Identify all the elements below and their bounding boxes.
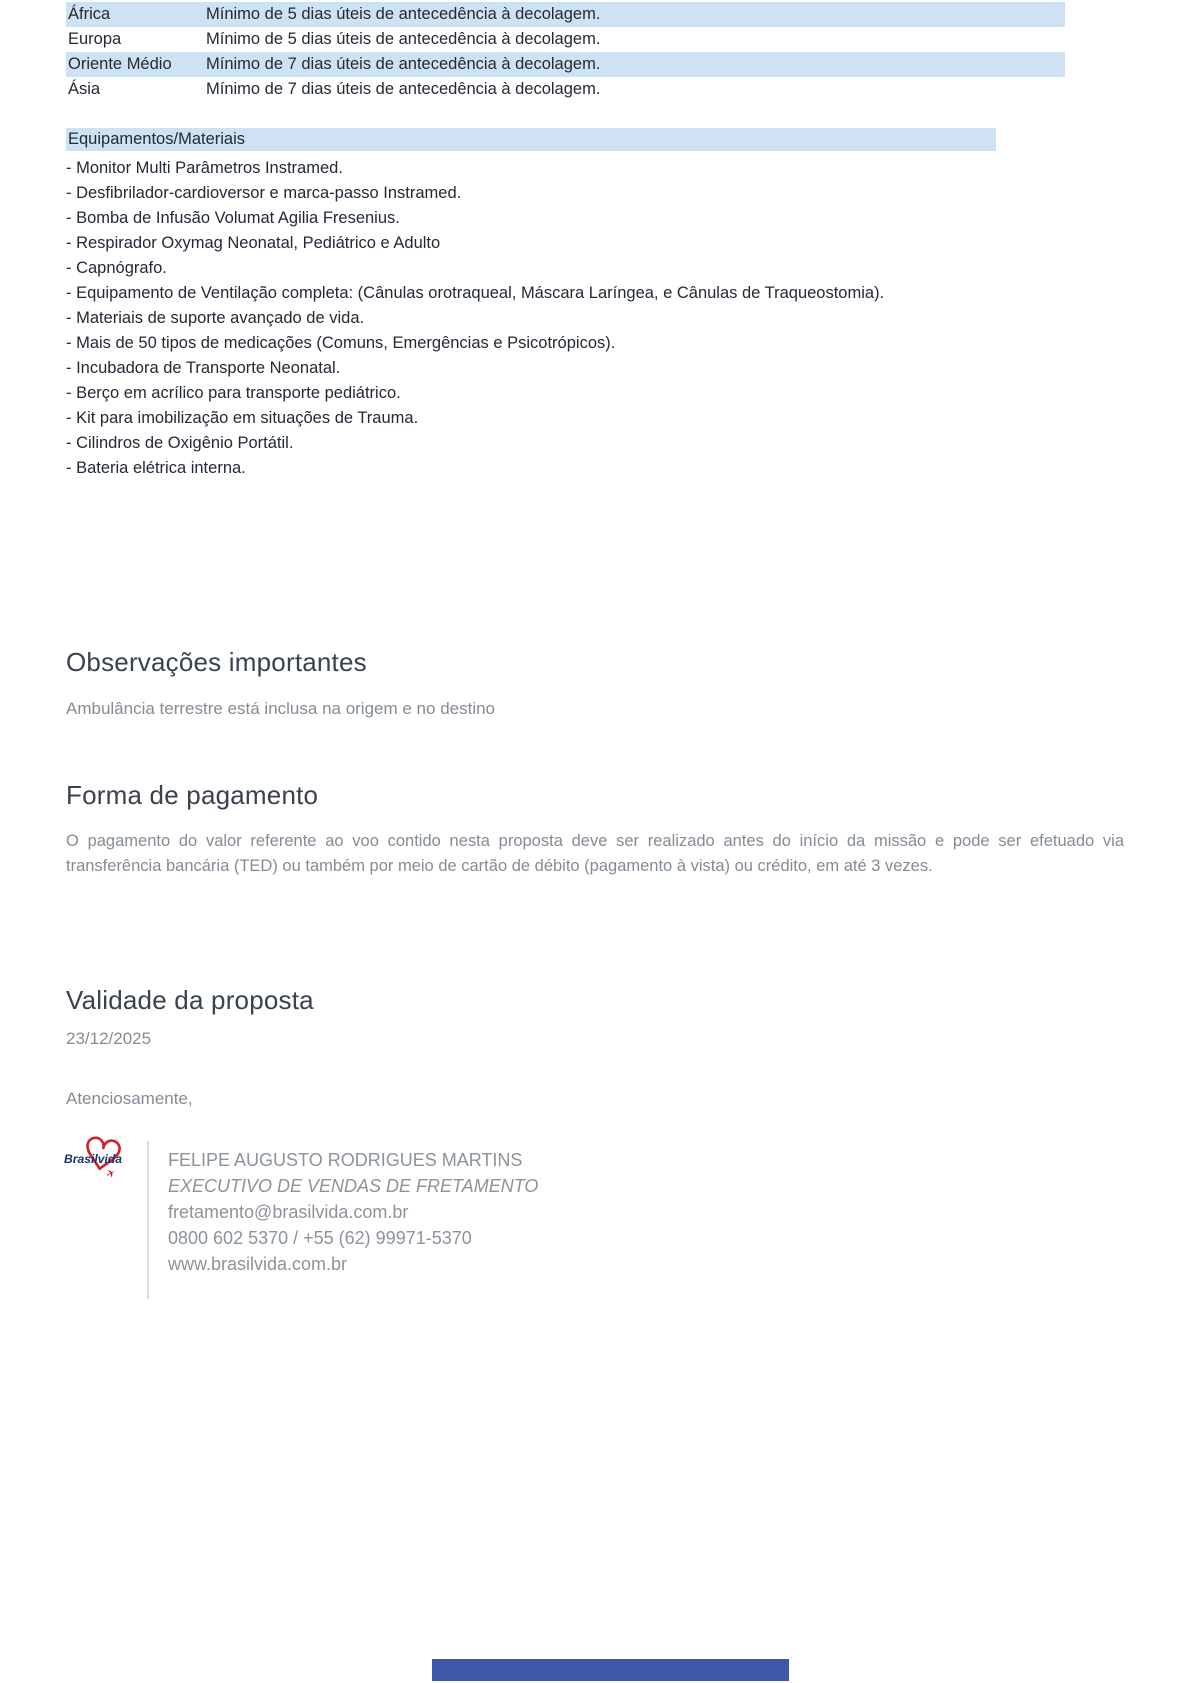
list-item: - Bateria elétrica interna. [66,459,246,477]
list-item: - Berço em acrílico para transporte pediátrico. [66,384,401,402]
region-cell: Oriente Médio [68,55,172,73]
list-item: - Bomba de Infusão Volumat Agilia Fresenius. [66,209,400,227]
region-cell: Ásia [68,80,101,98]
table-row [66,27,1065,52]
logo-wordmark: Brasilvida [64,1154,123,1166]
section-title-observations: Observações importantes [66,647,367,677]
airplane-icon: ✈ [104,1166,119,1182]
list-item: - Mais de 50 tipos de medicações (Comuns, Emergências e Psicotrópicos). [66,334,616,352]
list-item: - Kit para imobilização em situações de Trauma. [66,409,419,427]
lead-time-table [66,2,1065,102]
equipment-list [66,156,884,481]
brasilvida-logo [62,1136,128,1192]
list-item: - Monitor Multi Parâmetros Instramed. [66,159,343,177]
notice-cell: Mínimo de 5 dias úteis de antecedência à decolagem. [206,30,601,48]
notice-cell: Mínimo de 7 dias úteis de antecedência à decolagem. [206,80,601,98]
list-item: - Desfibrilador-cardioversor e marca-passo Instramed. [66,184,462,202]
section-title-validity: Validade da proposta [66,985,314,1015]
list-item: - Cilindros de Oxigênio Portátil. [66,434,294,452]
region-cell: África [68,5,111,23]
signature-role: EXECUTIVO DE VENDAS DE FRETAMENTO [168,1176,539,1196]
table-row [66,52,1065,77]
notice-cell: Mínimo de 5 dias úteis de antecedência à decolagem. [206,5,601,23]
footer-accent-bar [432,1659,789,1681]
section-title-payment: Forma de pagamento [66,780,319,810]
list-item: - Materiais de suporte avançado de vida. [66,309,365,327]
observations-text: Ambulância terrestre está inclusa na origem e no destino [66,699,496,718]
signature-name: FELIPE AUGUSTO RODRIGUES MARTINS [168,1150,523,1170]
signature-email: fretamento@brasilvida.com.br [168,1202,409,1222]
validity-date: 23/12/2025 [66,1029,152,1048]
signature-divider [147,1141,149,1299]
equipment-section-header: Equipamentos/Materiais [66,128,996,151]
list-item: - Equipamento de Ventilação completa: (Cânulas orotraqueal, Máscara Laríngea, e Cânulas de Traqueostomia). [66,284,885,302]
list-item: - Respirador Oxymag Neonatal, Pediátrico e Adulto [66,234,441,252]
region-cell: Europa [68,30,122,48]
table-row [66,77,1065,102]
table-row [66,2,1065,27]
closing-text: Atenciosamente, [66,1089,193,1108]
list-item: - Capnógrafo. [66,259,167,277]
signature-phone: 0800 602 5370 / +55 (62) 99971-5370 [168,1228,472,1248]
notice-cell: Mínimo de 7 dias úteis de antecedência à decolagem. [206,55,601,73]
signature-block [168,1147,538,1277]
payment-text: O pagamento do valor referente ao voo contido nesta proposta deve ser realizado antes do início da missão e pode ser efetuado via transferência bancária (TED) ou também por meio de cartão de débito (pagamento à vista) ou crédito, em até 3 vezes. [66,832,1124,875]
signature-website: www.brasilvida.com.br [168,1254,348,1274]
list-item: - Incubadora de Transporte Neonatal. [66,359,341,377]
